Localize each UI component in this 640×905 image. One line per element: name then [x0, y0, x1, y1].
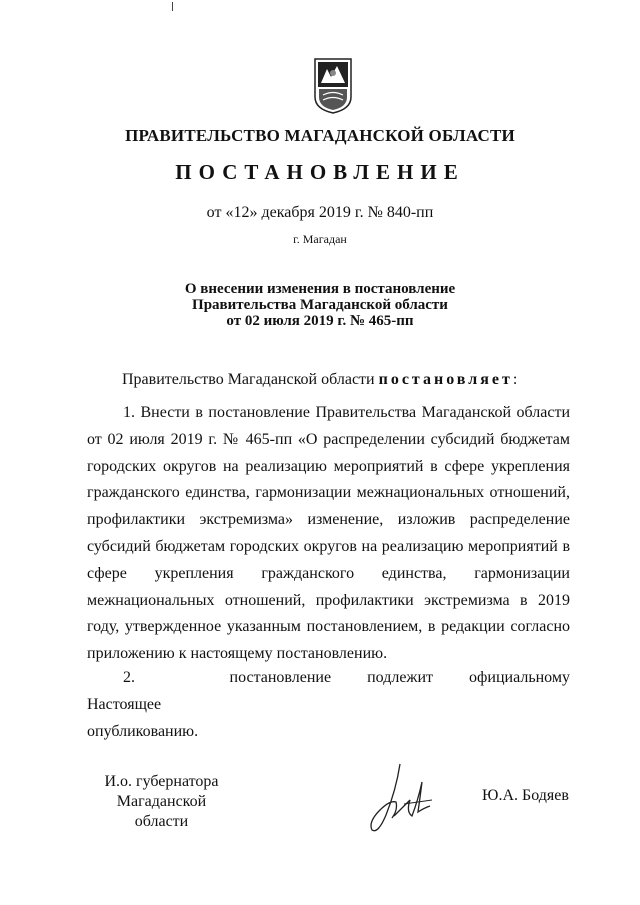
item-2-first-line — [87, 665, 570, 719]
preamble-suffix: : — [512, 371, 518, 388]
preamble — [122, 371, 517, 389]
item-1-paragraph: 1. Внести в постановление Правительства Магаданской области от 02 июля 2019 г. № 465-пп «О распределении субсидий бюджетам городских округов на реализацию мероприятий в сфере укрепления гражданского единства, гармонизации межнациональных отношений, профилактики экстремизма» изменение, изложив распределение субсидий бюджетам городских округов на реализацию мероприятий в сфере укрепления гражданского единства, гармонизации межнациональных отношений, профилактики экстремизма в 2019 году, утвержденное указанным постановлением, в редакции согласно приложению к настоящему постановлению. — [87, 404, 570, 663]
signatory-position — [89, 772, 234, 832]
item-2-second-line: опубликованию. — [87, 722, 199, 740]
item-2-word: официальному — [469, 669, 570, 686]
item-2-word: 2. Настоящее — [87, 669, 162, 713]
subject-line: от 02 июля 2019 г. № 465-пп — [226, 313, 414, 329]
item-2-word: постановление — [229, 669, 332, 686]
signature-icon — [360, 760, 440, 840]
subject-line: О внесении изменения в постановление — [184, 281, 456, 297]
coat-of-arms-icon — [313, 57, 353, 115]
government-name: ПРАВИТЕЛЬСТВО МАГАДАНСКОЙ ОБЛАСТИ — [125, 126, 515, 145]
item-2-paragraph — [87, 665, 570, 745]
document-city: г. Магадан — [293, 232, 347, 246]
subject-line: Правительства Магаданской области — [192, 297, 448, 313]
preamble-verb: постановляет — [378, 371, 513, 388]
item-2-word: подлежит — [367, 669, 434, 686]
preamble-prefix: Правительство Магаданской области — [122, 371, 375, 388]
document-subject — [0, 281, 640, 329]
position-line: И.о. губернатора — [104, 773, 219, 790]
scan-edge-mark — [172, 2, 173, 11]
signatory-name: Ю.А. Бодяев — [482, 787, 569, 804]
document-date-number: от «12» декабря 2019 г. № 840-пп — [206, 204, 434, 221]
document-type: ПОСТАНОВЛЕНИЕ — [175, 160, 465, 184]
position-line: Магаданской области — [116, 793, 207, 830]
